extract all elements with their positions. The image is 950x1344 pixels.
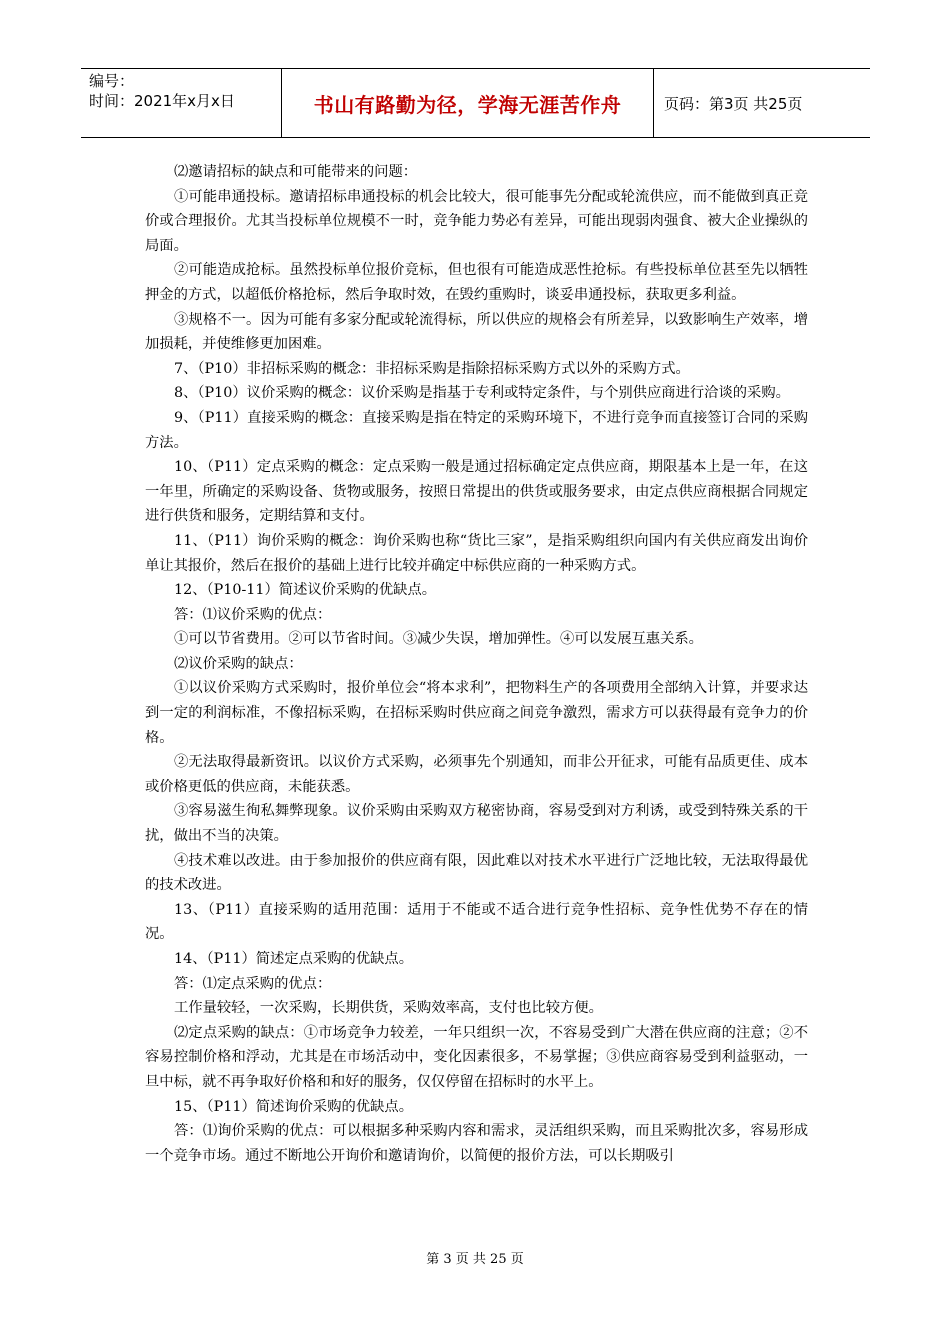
paragraph: 15、（P11）简述询价采购的优缺点。 bbox=[174, 1098, 414, 1115]
paragraph: 12、（P10-11）简述议价采购的优缺点。 bbox=[174, 582, 437, 599]
paragraph: 13、（P11）直接采购的适用范围：适用于不能或不适合进行竞争性招标、竞争性优势不存在的情况。 bbox=[145, 901, 808, 943]
document-body bbox=[145, 160, 808, 1168]
paragraph: 9、（P11）直接采购的概念：直接采购是指在特定的采购环境下，不进行竞争而直接签订合同的采购方法。 bbox=[145, 409, 808, 451]
document-date: 时间：2021年x月x日 bbox=[89, 92, 235, 110]
paragraph: 7、（P10）非招标采购的概念：非招标采购是指除招标采购方式以外的采购方式。 bbox=[174, 360, 690, 377]
paragraph: 答：⑴议价采购的优点： bbox=[174, 606, 332, 623]
paragraph: ②无法取得最新资讯。以议价方式采购，必须事先个别通知，而非公开征求，可能有品质更佳、成本或价格更低的供应商，未能获悉。 bbox=[145, 754, 808, 795]
header-motto-cell bbox=[282, 69, 654, 137]
header-meta bbox=[81, 69, 282, 137]
paragraph: ③规格不一。因为可能有多家分配或轮流得标，所以供应的规格会有所差异，以致影响生产效率，增加损耗，并使维修更加困难。 bbox=[145, 311, 808, 353]
page-header bbox=[81, 68, 870, 138]
document-number-label: 编号： bbox=[89, 72, 135, 90]
paragraph: ⑵议价采购的缺点： bbox=[174, 655, 303, 672]
paragraph: 答：⑴询价采购的优点：可以根据多种采购内容和需求，灵活组织采购，而且采购批次多，容易形成一个竞争市场。通过不断地公开询价和邀请询价，以简便的报价方法，可以长期吸引 bbox=[145, 1123, 808, 1164]
paragraph: 8、（P10）议价采购的概念：议价采购是指基于专利或特定条件，与个别供应商进行洽谈的采购。 bbox=[174, 385, 790, 402]
paragraph: ②可能造成抢标。虽然投标单位报价竞标，但也很有可能造成恶性抢标。有些投标单位甚至先以牺牲押金的方式，以超低价格抢标，然后争取时效，在毁约重购时，谈妥串通投标，获取更多利益。 bbox=[145, 262, 808, 303]
paragraph: 14、（P11）简述定点采购的优缺点。 bbox=[174, 951, 414, 967]
page-footer: 第 3 页 共 25 页 bbox=[426, 1252, 524, 1267]
paragraph: 答：⑴定点采购的优点： bbox=[174, 975, 332, 992]
paragraph: 10、（P11）定点采购的概念：定点采购一般是通过招标确定定点供应商，期限基本上是一年，在这一年里，所确定的采购设备、货物或服务，按照日常提出的供货或服务要求，由定点供应商根据合同规定进行供货和服务，定期结算和支付。 bbox=[145, 459, 808, 525]
header-page-info: 页码：第3页 共25页 bbox=[664, 94, 803, 113]
header-motto: 书山有路勤为径，学海无涯苦作舟 bbox=[313, 92, 622, 117]
header-page-cell bbox=[654, 69, 870, 137]
paragraph: ①以议价采购方式采购时，报价单位会“将本求利”，把物料生产的各项费用全部纳入计算，并要求达到一定的利润标准，不像招标采购，在招标采购时供应商之间竞争激烈，需求方可以获得最有竞争力的价格。 bbox=[145, 680, 808, 746]
paragraph: ①可能串通投标。邀请招标串通投标的机会比较大，很可能事先分配或轮流供应，而不能做到真正竞价或合理报价。尤其当投标单位规模不一时，竞争能力势必有差异，可能出现弱肉强食、被大企业操纵的局面。 bbox=[145, 188, 808, 254]
paragraph: ③容易滋生徇私舞弊现象。议价采购由采购双方秘密协商，容易受到对方利诱，或受到特殊关系的干扰，做出不当的决策。 bbox=[145, 803, 808, 845]
paragraph: ⑵定点采购的缺点：①市场竞争力较差，一年只组织一次，不容易受到广大潜在供应商的注意；②不容易控制价格和浮动，尤其是在市场活动中，变化因素很多，不易掌握；③供应商容易受到利益驱动，一旦中标，就不再争取好价格和和好的服务，仅仅停留在招标时的水平上。 bbox=[145, 1024, 808, 1090]
paragraph: ⑵邀请招标的缺点和可能带来的问题： bbox=[174, 164, 418, 180]
paragraph: ①可以节省费用。②可以节省时间。③减少失误，增加弹性。④可以发展互惠关系。 bbox=[174, 631, 703, 648]
paragraph: ④技术难以改进。由于参加报价的供应商有限，因此难以对技术水平进行广泛地比较，无法取得最优的技术改进。 bbox=[145, 852, 808, 894]
paragraph: 工作量较轻，一次采购，长期供货，采购效率高，支付也比较方便。 bbox=[174, 1000, 603, 1017]
paragraph: 11、（P11）询价采购的概念：询价采购也称“货比三家”，是指采购组织向国内有关供应商发出询价单让其报价，然后在报价的基础上进行比较并确定中标供应商的一种采购方式。 bbox=[145, 532, 808, 574]
